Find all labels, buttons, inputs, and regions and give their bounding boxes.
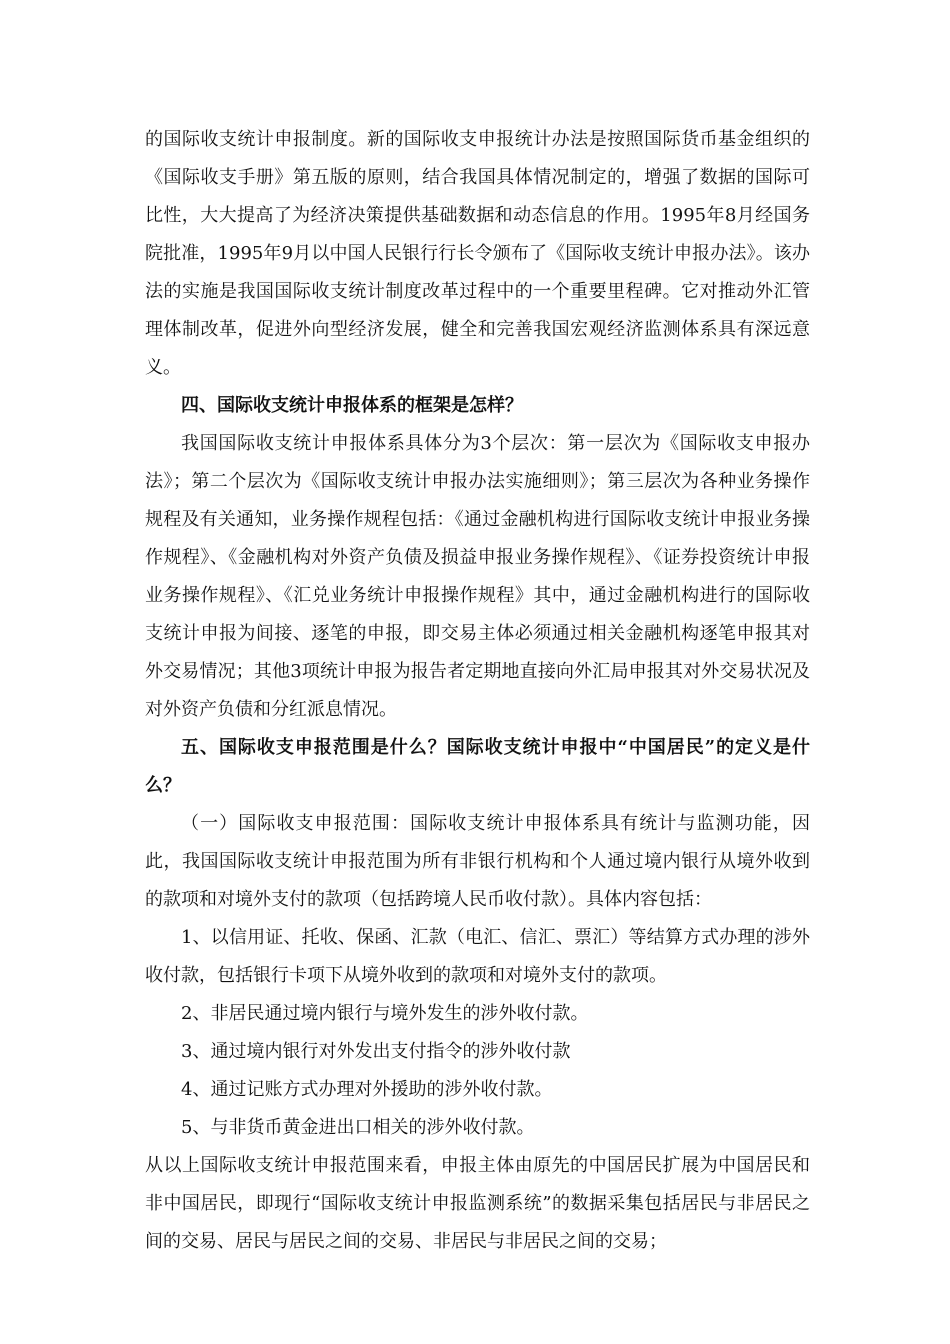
list-item-2: 2、非居民通过境内银行与境外发生的涉外收付款。 <box>181 1003 589 1024</box>
paragraph-4: 从以上国际收支统计申报范围来看，申报主体由原先的中国居民扩展为中国居民和非中国居民，即现行“国际收支统计申报监测系统”的数据采集包括居民与非居民之间的交易、居民与居民之间的交易、非居民与非居民之间的交易； <box>145 1155 810 1252</box>
list-item-4: 4、通过记账方式办理对外援助的涉外收付款。 <box>181 1079 553 1100</box>
paragraph-2: 我国国际收支统计申报体系具体分为3个层次：第一层次为《国际收支申报办法》；第二个层次为《国际收支统计申报办法实施细则》；第三层次为各种业务操作规程及有关通知，业务操作规程包括：《通过金融机构进行国际收支统计申报业务操作规程》、《金融机构对外资产负债及损益申报业务操作规程》、《证券投资统计申报业务操作规程》、《汇兑业务统计申报操作规程》其中，通过金融机构进行的国际收支统计申报为间接、逐笔的申报，即交易主体必须通过相关金融机构逐笔申报其对外交易情况；其他3项统计申报为报告者定期地直接向外汇局申报其对外交易状况及对外资产负债和分红派息情况。 <box>145 433 810 720</box>
section-heading-4: 四、国际收支统计申报体系的框架是怎样？ <box>181 395 523 416</box>
paragraph-3: （一）国际收支申报范围：国际收支统计申报体系具有统计与监测功能，因此，我国国际收支统计申报范围为所有非银行机构和个人通过境内银行从境外收到的款项和对境外支付的款项（包括跨境人民币收付款）。具体内容包括： <box>145 813 810 910</box>
list-item-1: 1、以信用证、托收、保函、汇款（电汇、信汇、票汇）等结算方式办理的涉外收付款，包括银行卡项下从境外收到的款项和对境外支付的款项。 <box>145 927 810 986</box>
section-heading-5: 五、国际收支申报范围是什么？国际收支统计申报中“中国居民”的定义是什么？ <box>145 737 810 796</box>
document-page <box>145 121 810 1261</box>
list-item-3: 3、通过境内银行对外发出支付指令的涉外收付款 <box>181 1041 571 1062</box>
list-item-5: 5、与非货币黄金进出口相关的涉外收付款。 <box>181 1117 535 1138</box>
paragraph-1: 的国际收支统计申报制度。新的国际收支申报统计办法是按照国际货币基金组织的《国际收支手册》第五版的原则，结合我国具体情况制定的，增强了数据的国际可比性，大大提高了为经济决策提供基础数据和动态信息的作用。1995年8月经国务院批准，1995年9月以中国人民银行行长令颁布了《国际收支统计申报办法》。该办法的实施是我国国际收支统计制度改革过程中的一个重要里程碑。它对推动外汇管理体制改革，促进外向型经济发展，健全和完善我国宏观经济监测体系具有深远意义。 <box>145 129 810 378</box>
